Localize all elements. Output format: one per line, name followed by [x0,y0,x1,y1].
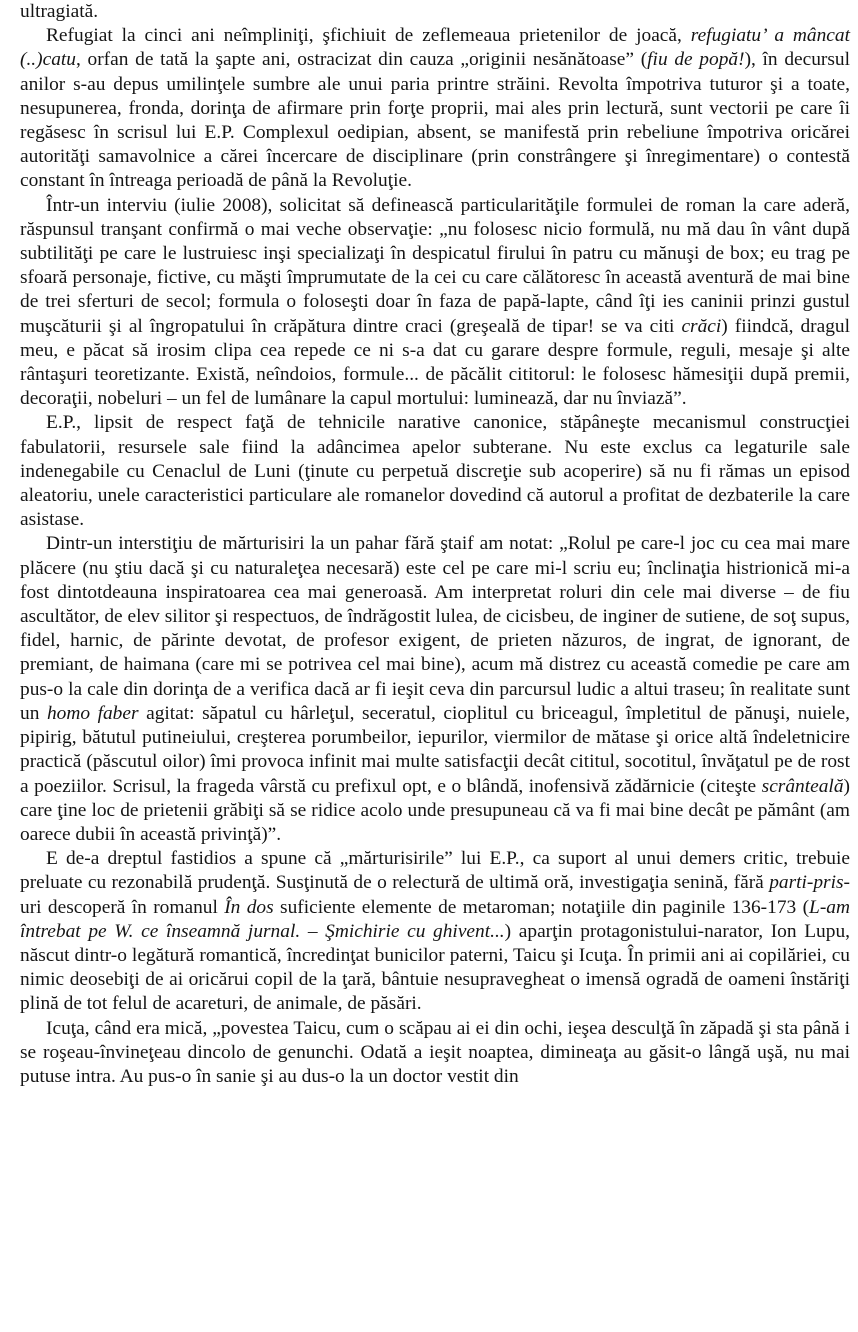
text-run: -uri descoperă în romanul [20,872,850,918]
text-run: E de-a dreptul fastidios a spune că „mărturisirile” lui E.P., ca suport al unui demers critic, trebuie preluate cu rezonabilă prudenţă. Susţinută de o relectură de ultimă oră, investigaţia senină, fără [20,848,850,894]
italic-text-run: scrânteală [761,775,844,797]
document-page [20,0,850,1089]
italic-text-run: homo faber [46,702,139,724]
paragraph [20,847,850,1016]
paragraph [20,0,850,24]
text-run: ), în decursul anilor s-au depus umilinţele sumbre ale unui paria printre străini. Revolta împotriva tuturor şi a toate, nesupunerea, fronda, dorinţa de afirmare prin forţe proprii, mai ales prin lectură, sunt vectorii pe care îi regăsesc în scrisul lui E.P. Complexul oedipian, absent, se manifestă prin rebeliune împotriva oricărei autorităţi samavolnice a cărei încercare de disciplinare (prin constrângere şi înregimentare) o contestă constant în întreaga perioadă de până la Revoluţie. [20,49,851,192]
text-run: Într-un interviu (iulie 2008), solicitat să definească particularităţile formulei de roman la care aderă, răspunsul tranşant confirmă o mai veche observaţie: „nu folosesc nicio formulă, nu mă dau în vânt după subtilităţi pe care le lustruiesc inşi specializaţi în despicatul firului în patru cu mănuşi de box; eu trag pe sfoară personaje, fictive, cu măşti împrumutate de la cei cu care călătoresc în această aventură de mai bine de trei sferturi de secol; formula o foloseşti doar în faza de papă-lapte, când îţi ies caninii prinzi gustul muşcăturii şi al îngropatului în crăpătura dintre craci (greşeală de tipar! se va citi [20,194,850,337]
text-run: Icuţa, când era mică, „povestea Taicu, cum o scăpau ai ei din ochi, ieşea desculţă în zăpadă şi sta până i se roşeau-învineţeau dincolo de genunchi. Odată a ieşit noaptea, dimineaţa au găsit-o lângă uşă, nu mai putuse intra. Au pus-o în sanie şi au dus-o la un doctor vestit din [20,1017,850,1087]
paragraph [20,24,850,193]
text-run: agitat: săpatul cu hârleţul, seceratul, cioplitul cu briceagul, împletitul de pănuşi, nuiele, pipirig, bătutul putineiului, creşterea porumbeilor, iepurilor, viermilor de mătase şi orice altă îndeletnicire practică (păscutul oilor) îmi provoca infinit mai multe satisfacţii decât cititul, socotitul, învăţatul pe de rost a poeziilor. Scrisul, la fragedа vârstă cu prefixul opt, e o blândă, inofensivă zădărnicie (citeşte [20,702,850,797]
paragraph [20,411,850,532]
italic-text-run: L-am întrebat pe W. ce înseamnă jurnal. – Şmichirie cu ghivent... [20,896,850,942]
italic-text-run: parti-pris [769,872,844,894]
italic-text-run: crăci [681,315,722,337]
text-run: suficiente elemente de metaroman; notaţiile din paginile 136-173 ( [273,896,810,918]
text-run: ) care ţine loc de prietenii grăbiţi să se ridice acolo unde presupuneau că va fi mai bine decât pe pământ (am oarece dubii în această privinţă)”. [20,775,850,845]
text-run: ) aparţin protagonistului-narator, Ion Lupu, născut dintr-o legătură romantică, încredinţat bunicilor paterni, Taicu şi Icuţa. În primii ani ai copilăriei, cu nimic deosebiţi de ai oricărui copil de la ţară, bântuie nesupravegheat o imensă ogradă de oameni înstăriţi plină de tot felul de acareturi, de animale, de păsări. [20,920,850,1015]
paragraph [20,532,850,847]
text-run: ultragiată. [20,1,99,22]
text-run: E.P., lipsit de respect faţă de tehnicile narative canonice, stăpâneşte mecanismul construcţiei fabulatorii, resursele sale fiind la adâncimea apelor subterane. Nu este exclus ca legaturile sale indenegabile cu Cenaclul de Luni (ţinute cu perpetuă discreţie sub acoperire) să nu fi rămas un episod aleatoriu, unele caracteristici particulare ale romanelor dovedind că autorul a profitat de dezbaterile la care asistase. [20,412,850,531]
italic-text-run: În dos [224,896,274,918]
text-run: ) fiindcă, dragul meu, e păcat să irosim clipa cea repede ce ni s-a dat cu garare despre formule, reguli, mesaje şi alte rântaşuri teoretizante. Există, neîndoios, formule... de păcălit cititorul: le folosesc hămesiţii după premii, decoraţii, nobeluri – un fel de lumânare la capul mortului: luminează, dar nu înviază”. [20,315,850,410]
paragraph [20,1017,850,1090]
italic-text-run: refugiatu’ a mâncat (..)catu [20,25,850,71]
text-run: Refugiat la cinci ani neîmpliniţi, şfichiuit de zeflemeaua prietenilor de joacă, [46,25,691,47]
text-run: , orfan de tată la şapte ani, ostracizat din cauza „originii nesănătoase” ( [76,49,648,71]
italic-text-run: fiu de popă! [647,49,745,71]
text-run: Dintr-un interstiţiu de mărturisiri la un pahar fără ştaif am notat: „Rolul pe care-l joc cu cea mai mare plăcere (nu ştiu dacă şi cu naturaleţea necesară) este cel pe care mi-l scriu eu; înclinaţia histrionică mi-a fost dintotdeauna inspiratoarea cea mai generoasă. Am interpretat roluri din cele mai diverse – de fiu ascultător, de elev silitor şi respectuos, de îndrăgostit lulea, de cicisbeu, de inginer de sutiene, de soţ supus, fidel, harnic, de părinte devotat, de profesor exigent, de prieten năzuros, de ingrat, de ignorant, de premiant, de haimana (care mi se potrivea cel mai bine), acum mă distrez cu această comedie pe care am pus-o la cale din dorinţa de a verifica dacă ar fi ieşit ceva din parcursul ludic a altui traseu; în realitate sunt un [20,533,850,724]
paragraph [20,194,850,412]
